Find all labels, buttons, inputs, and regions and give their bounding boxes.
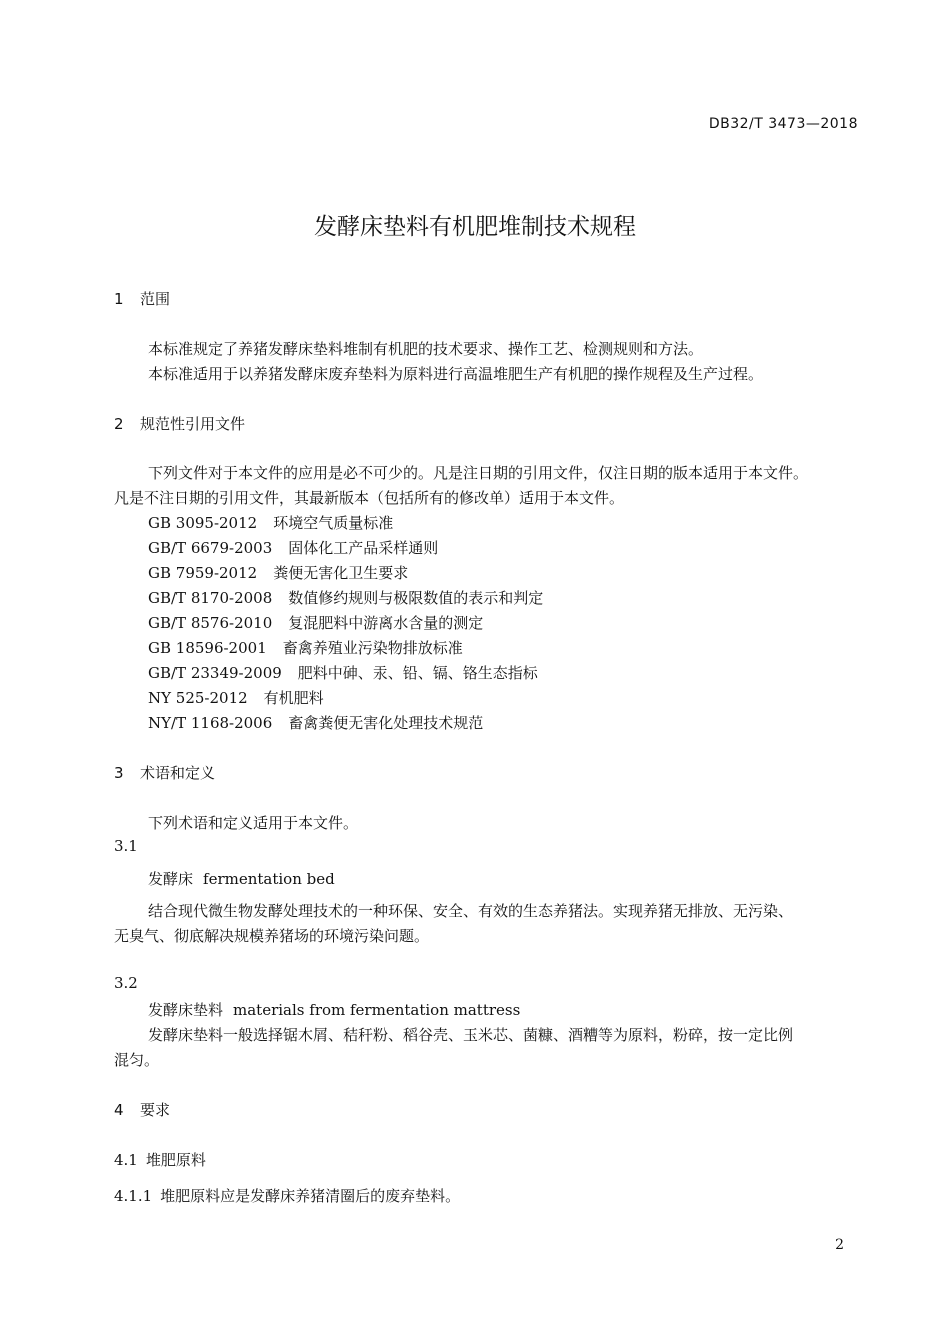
reference-code: NY/T 1168-2006 bbox=[148, 714, 273, 732]
clause-4-1-1 bbox=[114, 1185, 460, 1206]
reference-name: 有机肥料 bbox=[263, 689, 324, 707]
term-chinese: 发酵床垫料 bbox=[148, 1001, 224, 1019]
reference-code: GB 18596-2001 bbox=[148, 639, 267, 657]
reference-code: GB 7959-2012 bbox=[148, 564, 258, 582]
reference-name: 畜禽养殖业污染物排放标准 bbox=[282, 639, 463, 657]
scope-paragraph-1: 本标准规定了养猪发酵床垫料堆制有机肥的技术要求、操作工艺、检测规则和方法。 bbox=[148, 340, 704, 358]
standard-code: DB32/T 3473—2018 bbox=[708, 116, 858, 132]
reference-name: 粪便无害化卫生要求 bbox=[273, 564, 409, 582]
reference-code: GB/T 8576-2010 bbox=[148, 614, 273, 632]
reference-item bbox=[148, 662, 538, 683]
references-intro-line-2: 凡是不注日期的引用文件，其最新版本（包括所有的修改单）适用于本文件。 bbox=[114, 489, 625, 507]
section-title: 规范性引用文件 bbox=[140, 415, 246, 433]
reference-name: 固体化工产品采样通则 bbox=[288, 539, 439, 557]
reference-code: GB/T 6679-2003 bbox=[148, 539, 273, 557]
reference-name: 复混肥料中游离水含量的测定 bbox=[288, 614, 484, 632]
section-1-heading bbox=[114, 288, 170, 309]
page-number: 2 bbox=[835, 1237, 844, 1253]
reference-name: 环境空气质量标准 bbox=[273, 514, 394, 532]
subsection-4-1-heading bbox=[114, 1149, 206, 1170]
reference-code: GB 3095-2012 bbox=[148, 514, 258, 532]
subsection-number: 4.1 bbox=[114, 1151, 138, 1169]
section-2-heading bbox=[114, 413, 245, 434]
reference-name: 数值修约规则与极限数值的表示和判定 bbox=[288, 589, 544, 607]
reference-item bbox=[148, 537, 438, 558]
reference-name: 肥料中砷、汞、铅、镉、铬生态指标 bbox=[297, 664, 538, 682]
subsection-title: 堆肥原料 bbox=[145, 1151, 206, 1169]
term-chinese: 发酵床 bbox=[148, 870, 194, 888]
term-entry bbox=[148, 868, 335, 889]
term-number: 3.2 bbox=[114, 974, 138, 992]
reference-code: NY 525-2012 bbox=[148, 689, 248, 707]
section-number: 4 bbox=[114, 1101, 124, 1119]
section-3-heading bbox=[114, 762, 215, 783]
term-definition-line-2: 无臭气、彻底解决规模养猪场的环境污染问题。 bbox=[114, 927, 430, 945]
reference-code: GB/T 8170-2008 bbox=[148, 589, 273, 607]
term-number: 3.1 bbox=[114, 837, 138, 855]
term-entry bbox=[148, 999, 520, 1020]
section-title: 范围 bbox=[140, 290, 171, 308]
term-definition-line-1: 结合现代微生物发酵处理技术的一种环保、安全、有效的生态养猪法。实现养猪无排放、无污染、 bbox=[148, 902, 794, 920]
reference-item bbox=[148, 637, 463, 658]
reference-item bbox=[148, 687, 324, 708]
term-english: materials from fermentation mattress bbox=[233, 1001, 521, 1019]
section-title: 术语和定义 bbox=[140, 764, 216, 782]
reference-item bbox=[148, 587, 543, 608]
reference-code: GB/T 23349-2009 bbox=[148, 664, 282, 682]
clause-number: 4.1.1 bbox=[114, 1187, 153, 1205]
section-number: 2 bbox=[114, 415, 124, 433]
terms-intro: 下列术语和定义适用于本文件。 bbox=[148, 814, 359, 832]
term-definition-line-2: 混匀。 bbox=[114, 1051, 160, 1069]
reference-item bbox=[148, 562, 408, 583]
reference-item bbox=[148, 512, 393, 533]
term-definition-line-1: 发酵床垫料一般选择锯木屑、秸秆粉、稻谷壳、玉米芯、菌糠、酒糟等为原料，粉碎，按一定比例 bbox=[148, 1026, 794, 1044]
references-intro-line-1: 下列文件对于本文件的应用是必不可少的。凡是注日期的引用文件，仅注日期的版本适用于本文件。 bbox=[148, 464, 809, 482]
document-title: 发酵床垫料有机肥堆制技术规程 bbox=[314, 214, 636, 240]
reference-item bbox=[148, 712, 483, 733]
term-english: fermentation bed bbox=[203, 870, 335, 888]
reference-item bbox=[148, 612, 483, 633]
clause-text: 堆肥原料应是发酵床养猪清圈后的废弃垫料。 bbox=[160, 1187, 461, 1205]
section-number: 3 bbox=[114, 764, 124, 782]
section-title: 要求 bbox=[140, 1101, 171, 1119]
scope-paragraph-2: 本标准适用于以养猪发酵床废弃垫料为原料进行高温堆肥生产有机肥的操作规程及生产过程。 bbox=[148, 365, 764, 383]
reference-name: 畜禽粪便无害化处理技术规范 bbox=[288, 714, 484, 732]
section-4-heading bbox=[114, 1099, 170, 1120]
section-number: 1 bbox=[114, 290, 124, 308]
